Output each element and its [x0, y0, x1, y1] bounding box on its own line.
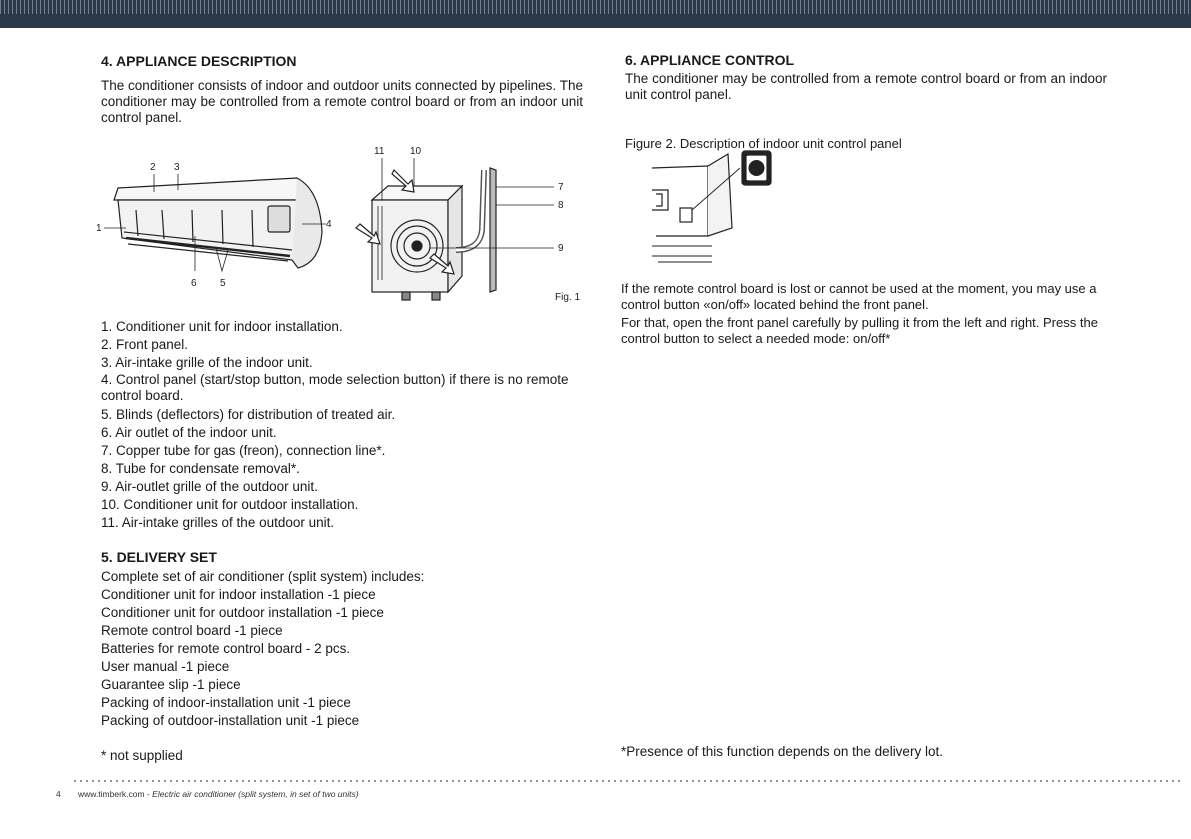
callout-1: 1	[96, 223, 102, 234]
footer-dotted-rule	[72, 780, 1182, 782]
figure-2-control-panel	[648, 150, 778, 270]
footer-description: Electric air conditioner (split system, in set of two units)	[152, 789, 359, 799]
section-5-title: 5. DELIVERY SET	[101, 549, 217, 565]
section-4-intro: The conditioner consists of indoor and outdoor units connected by pipelines. The conditioner may be controlled from a remote control board or from an indoor unit control panel.	[101, 78, 583, 125]
list-item: User manual -1 piece	[101, 659, 230, 674]
list-item: Guarantee slip -1 piece	[101, 677, 241, 692]
footer-site-link[interactable]: www.timberk.com	[78, 789, 145, 799]
list-item: 2. Front panel.	[101, 337, 189, 352]
list-item: 1. Conditioner unit for indoor installation.	[101, 319, 343, 334]
callout-2: 2	[150, 162, 156, 173]
list-item: 3. Air-intake grille of the indoor unit.	[101, 355, 313, 370]
section-6-intro: The conditioner may be controlled from a remote control board or from an indoor unit control panel.	[625, 71, 1107, 102]
list-item: Remote control board -1 piece	[101, 623, 283, 638]
list-item: 10. Conditioner unit for outdoor installation.	[101, 497, 359, 512]
callout-10: 10	[410, 146, 422, 157]
section-6-paragraph-1: If the remote control board is lost or cannot be used at the moment, you may use a control button «on/off» located behind the front panel.	[621, 281, 1097, 312]
not-supplied-note: * not supplied	[101, 748, 183, 763]
section-4-item-list	[101, 318, 585, 532]
list-item: Conditioner unit for outdoor installation -1 piece	[101, 605, 384, 620]
list-item: 7. Copper tube for gas (freon), connection line*.	[101, 443, 386, 458]
list-item: 9. Air-outlet grille of the outdoor unit.	[101, 479, 318, 494]
callout-3: 3	[174, 162, 180, 173]
callout-5: 5	[220, 278, 226, 289]
list-item: Conditioner unit for indoor installation -1 piece	[101, 587, 376, 602]
list-item: 11. Air-intake grilles of the outdoor unit.	[101, 515, 335, 530]
list-item: 5. Blinds (deflectors) for distribution of treated air.	[101, 407, 396, 422]
list-item: Complete set of air conditioner (split system) includes:	[101, 569, 425, 584]
list-item: 4. Control panel (start/stop button, mode selection button) if there is no remote control board.	[101, 372, 569, 403]
callout-9: 9	[558, 243, 564, 254]
footer-text	[78, 789, 359, 799]
callout-4: 4	[326, 219, 332, 230]
list-item: Batteries for remote control board - 2 pcs.	[101, 641, 351, 656]
figure-2-caption: Figure 2. Description of indoor unit control panel	[625, 136, 902, 151]
callout-8: 8	[558, 200, 564, 211]
list-item: Packing of indoor-installation unit -1 piece	[101, 695, 351, 710]
section-6-paragraph-2: For that, open the front panel carefully by pulling it from the left and right. Press the control button to select a needed mode: on/off*	[621, 315, 1098, 346]
list-item: Packing of outdoor-installation unit -1 piece	[101, 713, 360, 728]
callout-11: 11	[374, 146, 385, 157]
figure-1-label: Fig. 1	[555, 292, 581, 303]
delivery-lot-footnote: *Presence of this function depends on the delivery lot.	[621, 744, 943, 759]
outdoor-unit-drawing	[356, 168, 496, 300]
section-6-title: 6. APPLIANCE CONTROL	[625, 52, 795, 68]
list-item: 8. Tube for condensate removal*.	[101, 461, 300, 476]
delivery-set-list	[101, 568, 581, 730]
section-4-title: 4. APPLIANCE DESCRIPTION	[101, 53, 297, 69]
footer-separator: -	[144, 789, 153, 799]
callout-6: 6	[191, 278, 197, 289]
list-item: 6. Air outlet of the indoor unit.	[101, 425, 277, 440]
page-number: 4	[56, 789, 61, 799]
top-decorative-bar	[0, 0, 1191, 28]
figure-1-illustration	[92, 140, 592, 310]
callout-7: 7	[558, 182, 564, 193]
